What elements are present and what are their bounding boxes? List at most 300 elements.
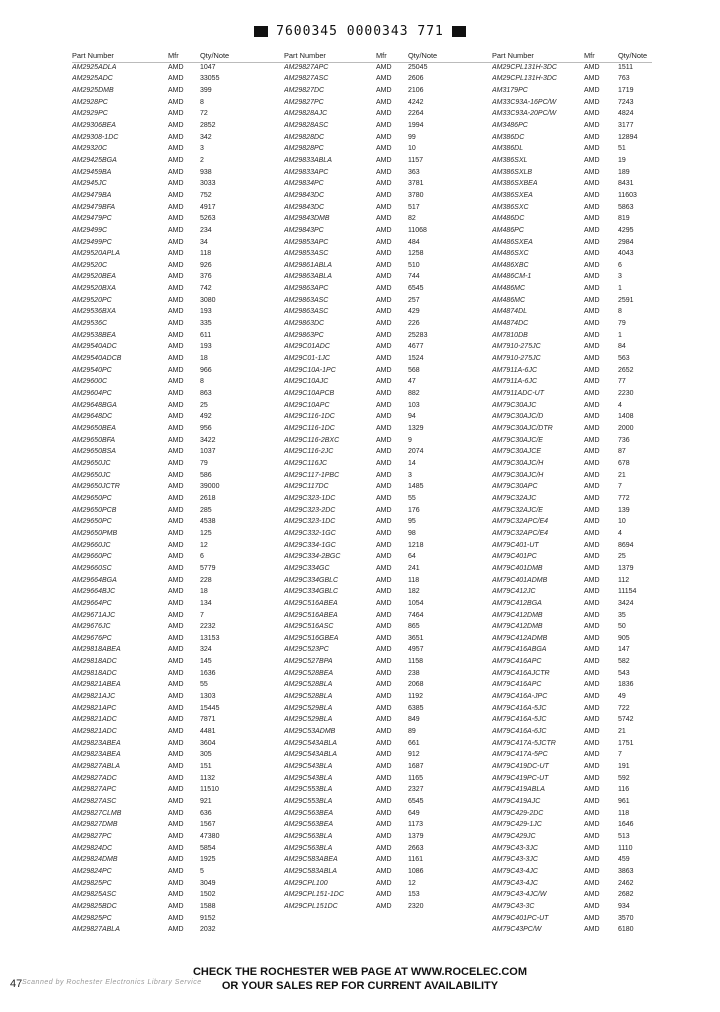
table-row bbox=[492, 866, 702, 878]
table-row bbox=[284, 330, 494, 342]
part-number-cell: AM79C30AJC/DTR bbox=[492, 425, 553, 432]
qty-note-cell: 4242 bbox=[408, 98, 424, 106]
table-row bbox=[72, 749, 282, 761]
table-row bbox=[284, 132, 494, 144]
mfr-cell: AMD bbox=[376, 809, 392, 817]
mfr-cell: AMD bbox=[584, 914, 600, 922]
mfr-cell: AMD bbox=[584, 145, 600, 153]
qty-note-cell: 722 bbox=[618, 704, 630, 712]
table-row bbox=[72, 679, 282, 691]
table-row bbox=[72, 516, 282, 528]
table-row bbox=[492, 540, 702, 552]
mfr-cell: AMD bbox=[168, 75, 184, 83]
mfr-cell: AMD bbox=[168, 681, 184, 689]
mfr-cell: AMD bbox=[376, 529, 392, 537]
qty-note-cell: 517 bbox=[408, 203, 420, 211]
mfr-cell: AMD bbox=[584, 634, 600, 642]
table-row bbox=[284, 365, 494, 377]
qty-note-cell: 752 bbox=[200, 191, 212, 199]
table-row bbox=[284, 773, 494, 785]
qty-note-cell: 82 bbox=[408, 215, 416, 223]
qty-note-cell: 744 bbox=[408, 273, 420, 281]
table-row bbox=[492, 924, 702, 936]
qty-note-cell: 661 bbox=[408, 739, 420, 747]
qty-note-cell: 1086 bbox=[408, 867, 424, 875]
header-part-number: Part Number bbox=[492, 51, 534, 60]
qty-note-cell: 2591 bbox=[618, 296, 634, 304]
mfr-cell: AMD bbox=[168, 180, 184, 188]
mfr-cell: AMD bbox=[584, 215, 600, 223]
part-number-cell: AM386SXL bbox=[492, 156, 528, 164]
mfr-cell: AMD bbox=[168, 215, 184, 223]
qty-note-cell: 4481 bbox=[200, 728, 216, 736]
table-row bbox=[284, 691, 494, 703]
mfr-cell: AMD bbox=[584, 669, 600, 677]
part-number-cell: AM79C416AJCTR bbox=[492, 669, 550, 677]
qty-note-cell: 1161 bbox=[408, 856, 424, 864]
table-row bbox=[72, 132, 282, 144]
qty-note-cell: 1037 bbox=[200, 448, 216, 456]
mfr-cell: AMD bbox=[584, 390, 600, 398]
mfr-cell: AMD bbox=[376, 261, 392, 269]
qty-note-cell: 11154 bbox=[618, 588, 637, 596]
qty-note-cell: 7 bbox=[618, 483, 622, 491]
qty-note-cell: 176 bbox=[408, 506, 420, 514]
table-row bbox=[72, 819, 282, 831]
qty-note-cell: 18 bbox=[200, 588, 208, 596]
qty-note-cell: 1047 bbox=[200, 63, 216, 71]
qty-note-cell: 592 bbox=[618, 774, 630, 782]
mfr-cell: AMD bbox=[168, 599, 184, 607]
table-row bbox=[72, 831, 282, 843]
mfr-cell: AMD bbox=[376, 156, 392, 164]
column-header bbox=[284, 50, 494, 62]
part-number-cell: AM29425BGA bbox=[72, 156, 117, 164]
table-row bbox=[492, 738, 702, 750]
part-number-cell: AM29863PC bbox=[284, 331, 324, 339]
mfr-cell: AMD bbox=[584, 763, 600, 771]
qty-note-cell: 742 bbox=[200, 285, 212, 293]
parts-column-1 bbox=[72, 50, 282, 936]
part-number-cell: AM29664PC bbox=[72, 599, 112, 607]
table-row bbox=[492, 400, 702, 412]
table-row bbox=[492, 108, 702, 120]
qty-note-cell: 736 bbox=[618, 436, 630, 444]
part-number-cell: AM2929PC bbox=[72, 110, 108, 118]
table-row bbox=[492, 330, 702, 342]
mfr-cell: AMD bbox=[376, 471, 392, 479]
table-row bbox=[72, 143, 282, 155]
header-qty-note: Qty/Note bbox=[618, 51, 648, 60]
qty-note-cell: 2106 bbox=[408, 86, 424, 94]
part-number-cell: AM29C583ABEA bbox=[284, 856, 338, 864]
part-number-cell: AM29540ADCB bbox=[72, 355, 122, 363]
table-row bbox=[284, 784, 494, 796]
part-number-cell: AM29C332-1GC bbox=[284, 529, 336, 537]
table-row bbox=[492, 353, 702, 365]
table-row bbox=[72, 481, 282, 493]
table-row bbox=[284, 62, 494, 74]
mfr-cell: AMD bbox=[376, 623, 392, 631]
table-row bbox=[492, 376, 702, 388]
mfr-cell: AMD bbox=[584, 529, 600, 537]
parts-rows bbox=[72, 62, 282, 936]
header-part-number: Part Number bbox=[284, 51, 326, 60]
mfr-cell: AMD bbox=[376, 867, 392, 875]
qty-note-cell: 3570 bbox=[618, 914, 634, 922]
mfr-cell: AMD bbox=[584, 786, 600, 794]
table-row bbox=[492, 388, 702, 400]
table-row bbox=[284, 854, 494, 866]
qty-note-cell: 938 bbox=[200, 168, 212, 176]
part-number-cell: AM79C30AJC/H bbox=[492, 471, 544, 479]
part-number-cell: AM29C516ABEA bbox=[284, 599, 338, 607]
qty-note-cell: 6545 bbox=[408, 285, 424, 293]
table-row bbox=[72, 411, 282, 423]
part-number-cell: AM29C529BLA bbox=[284, 704, 333, 712]
qty-note-cell: 33055 bbox=[200, 75, 220, 83]
qty-note-cell: 39000 bbox=[200, 483, 220, 491]
mfr-cell: AMD bbox=[168, 285, 184, 293]
part-number-cell: AM79C30AJC/H bbox=[492, 459, 544, 467]
part-number-cell: AM29499PC bbox=[72, 238, 112, 246]
qty-note-cell: 568 bbox=[408, 366, 420, 374]
table-row bbox=[492, 703, 702, 715]
part-number-cell: AM29828ASC bbox=[284, 121, 329, 129]
mfr-cell: AMD bbox=[584, 110, 600, 118]
table-row bbox=[284, 190, 494, 202]
table-row bbox=[72, 575, 282, 587]
mfr-cell: AMD bbox=[376, 774, 392, 782]
table-row bbox=[284, 808, 494, 820]
mfr-cell: AMD bbox=[584, 798, 600, 805]
part-number-cell: AM29821AJC bbox=[72, 693, 116, 701]
part-number-cell: AM29499C bbox=[72, 226, 108, 234]
table-row bbox=[72, 388, 282, 400]
qty-note-cell: 6180 bbox=[618, 926, 634, 934]
part-number-cell: AM3486PC bbox=[492, 121, 528, 129]
parts-column-2 bbox=[284, 50, 494, 913]
mfr-cell: AMD bbox=[584, 459, 600, 467]
qty-note-cell: 79 bbox=[200, 459, 208, 467]
part-number-cell: AM29825BDC bbox=[72, 902, 117, 910]
mfr-cell: AMD bbox=[584, 646, 600, 654]
part-number-cell: AM29827APC bbox=[284, 63, 329, 71]
mfr-cell: AMD bbox=[376, 553, 392, 561]
table-row bbox=[284, 575, 494, 587]
qty-note-cell: 21 bbox=[618, 728, 626, 736]
table-row bbox=[72, 889, 282, 901]
table-row bbox=[492, 423, 702, 435]
part-number-cell: AM79C43PC/W bbox=[492, 926, 542, 934]
mfr-cell: AMD bbox=[168, 250, 184, 258]
mfr-cell: AMD bbox=[168, 716, 184, 724]
table-row bbox=[492, 913, 702, 925]
mfr-cell: AMD bbox=[376, 541, 392, 549]
part-number-cell: AM386DC bbox=[492, 133, 525, 141]
part-number-cell: AM79C416APC bbox=[492, 658, 542, 666]
part-number-cell: AM29C528BLA bbox=[284, 693, 333, 701]
table-row bbox=[284, 726, 494, 738]
table-row bbox=[284, 470, 494, 482]
qty-note-cell: 563 bbox=[618, 355, 630, 363]
table-row bbox=[72, 901, 282, 913]
parts-column-3 bbox=[492, 50, 702, 936]
mfr-cell: AMD bbox=[168, 564, 184, 572]
mfr-cell: AMD bbox=[584, 751, 600, 759]
part-number-cell: AM29C334GC bbox=[284, 564, 330, 572]
mfr-cell: AMD bbox=[376, 506, 392, 514]
qty-note-cell: 586 bbox=[200, 471, 212, 479]
table-row bbox=[284, 318, 494, 330]
mfr-cell: AMD bbox=[376, 180, 392, 188]
mfr-cell: AMD bbox=[584, 902, 600, 910]
mfr-cell: AMD bbox=[168, 133, 184, 141]
mfr-cell: AMD bbox=[376, 75, 392, 83]
qty-note-cell: 7 bbox=[618, 751, 622, 759]
table-row bbox=[284, 610, 494, 622]
table-row bbox=[492, 831, 702, 843]
part-number-cell: AM29C334GBLC bbox=[284, 588, 339, 596]
qty-note-cell: 1258 bbox=[408, 250, 424, 258]
qty-note-cell: 9152 bbox=[200, 914, 216, 922]
part-number-cell: AM486MC bbox=[492, 285, 526, 293]
qty-note-cell: 1836 bbox=[618, 681, 634, 689]
qty-note-cell: 285 bbox=[200, 506, 212, 514]
mfr-cell: AMD bbox=[168, 494, 184, 502]
qty-note-cell: 582 bbox=[618, 658, 630, 666]
part-number-cell: AM29650PCB bbox=[72, 506, 117, 514]
part-number-cell: AM29CPL100 bbox=[284, 879, 328, 887]
mfr-cell: AMD bbox=[584, 739, 600, 747]
table-row bbox=[72, 621, 282, 633]
part-number-cell: AM29C323-1DC bbox=[284, 494, 336, 502]
qty-note-cell: 3604 bbox=[200, 739, 216, 747]
qty-note-cell: 147 bbox=[618, 646, 630, 654]
part-number-cell: AM386DL bbox=[492, 145, 524, 153]
table-row bbox=[492, 621, 702, 633]
column-header bbox=[492, 50, 702, 62]
qty-note-cell: 4 bbox=[618, 529, 622, 537]
mfr-cell: AMD bbox=[584, 413, 600, 421]
table-row bbox=[284, 505, 494, 517]
table-row bbox=[284, 353, 494, 365]
qty-note-cell: 125 bbox=[200, 529, 212, 537]
part-number-cell: AM29676JC bbox=[72, 623, 111, 631]
table-row bbox=[284, 97, 494, 109]
part-number-cell: AM29843DC bbox=[284, 191, 325, 199]
part-number-cell: AM79C416A-6JC bbox=[492, 728, 547, 736]
mfr-cell: AMD bbox=[584, 133, 600, 141]
part-number-cell: AM29C334-1GC bbox=[284, 541, 336, 549]
table-row bbox=[284, 248, 494, 260]
part-number-cell: AM29308-1DC bbox=[72, 133, 119, 141]
table-row bbox=[72, 330, 282, 342]
part-number-cell: AM29648DC bbox=[72, 413, 113, 421]
mfr-cell: AMD bbox=[168, 634, 184, 642]
mfr-cell: AMD bbox=[584, 203, 600, 211]
qty-note-cell: 912 bbox=[408, 751, 420, 759]
mfr-cell: AMD bbox=[168, 261, 184, 269]
mfr-cell: AMD bbox=[376, 751, 392, 759]
part-number-cell: AM29C523PC bbox=[284, 646, 329, 654]
part-number-cell: AM79C419ABLA bbox=[492, 786, 545, 794]
part-number-cell: AM79C43-4JC bbox=[492, 867, 538, 875]
mfr-cell: AMD bbox=[584, 168, 600, 176]
qty-note-cell: 3863 bbox=[618, 867, 634, 875]
qty-note-cell: 1567 bbox=[200, 821, 216, 829]
table-row bbox=[492, 132, 702, 144]
mfr-cell: AMD bbox=[376, 168, 392, 176]
part-number-cell: AM29C117-1PBC bbox=[284, 471, 340, 479]
qty-note-cell: 649 bbox=[408, 809, 420, 817]
table-row bbox=[72, 341, 282, 353]
part-number-cell: AM486DC bbox=[492, 215, 525, 223]
table-row bbox=[72, 878, 282, 890]
table-row bbox=[492, 784, 702, 796]
mfr-cell: AMD bbox=[168, 273, 184, 281]
table-row bbox=[492, 458, 702, 470]
qty-note-cell: 1485 bbox=[408, 483, 424, 491]
table-row bbox=[492, 749, 702, 761]
mfr-cell: AMD bbox=[376, 63, 392, 71]
mfr-cell: AMD bbox=[376, 634, 392, 642]
qty-note-cell: 1157 bbox=[408, 156, 424, 164]
part-number-cell: AM29650PMB bbox=[72, 529, 118, 537]
part-number-cell: AM486MC bbox=[492, 296, 526, 304]
mfr-cell: AMD bbox=[168, 553, 184, 561]
qty-note-cell: 1511 bbox=[618, 63, 634, 71]
part-number-cell: AM29C334GBLC bbox=[284, 576, 339, 584]
part-number-cell: AM29479BA bbox=[72, 191, 112, 199]
part-number-cell: AM29C543ABLA bbox=[284, 751, 337, 759]
mfr-cell: AMD bbox=[584, 891, 600, 899]
mfr-cell: AMD bbox=[584, 75, 600, 83]
qty-note-cell: 543 bbox=[618, 669, 630, 677]
mfr-cell: AMD bbox=[168, 191, 184, 199]
table-row bbox=[72, 458, 282, 470]
part-number-cell: AM79C32APC/E4 bbox=[492, 529, 549, 537]
mfr-cell: AMD bbox=[168, 63, 184, 71]
part-number-cell: AM29536BXA bbox=[72, 308, 116, 316]
table-row bbox=[284, 120, 494, 132]
part-number-cell: AM29671AJC bbox=[72, 611, 116, 619]
qty-note-cell: 3422 bbox=[200, 436, 216, 444]
mfr-cell: AMD bbox=[584, 448, 600, 456]
table-row bbox=[492, 470, 702, 482]
qty-note-cell: 1192 bbox=[408, 693, 424, 701]
qty-note-cell: 95 bbox=[408, 518, 416, 526]
barcode-mark-left bbox=[254, 26, 268, 37]
mfr-cell: AMD bbox=[584, 308, 600, 316]
table-row bbox=[492, 854, 702, 866]
part-number-cell: AM29863APC bbox=[284, 285, 329, 293]
table-row bbox=[72, 528, 282, 540]
part-number-cell: AM29C529BLA bbox=[284, 716, 333, 724]
part-number-cell: AM486CM-1 bbox=[492, 273, 532, 281]
table-row bbox=[72, 563, 282, 575]
header-part-number: Part Number bbox=[72, 51, 114, 60]
mfr-cell: AMD bbox=[584, 273, 600, 281]
mfr-cell: AMD bbox=[376, 704, 392, 712]
qty-note-cell: 226 bbox=[408, 320, 420, 328]
table-row bbox=[72, 295, 282, 307]
qty-note-cell: 1379 bbox=[408, 832, 424, 840]
qty-note-cell: 459 bbox=[618, 856, 630, 864]
table-row bbox=[492, 481, 702, 493]
part-number-cell: AM29C116-2BXC bbox=[284, 436, 340, 444]
qty-note-cell: 98 bbox=[408, 529, 416, 537]
part-number-cell: AM29650JC bbox=[72, 459, 111, 467]
part-number-cell: AM29C323-2DC bbox=[284, 506, 336, 514]
table-row bbox=[72, 97, 282, 109]
qty-note-cell: 7 bbox=[200, 611, 204, 619]
mfr-cell: AMD bbox=[376, 425, 392, 432]
mfr-cell: AMD bbox=[168, 156, 184, 164]
table-row bbox=[72, 271, 282, 283]
qty-note-cell: 145 bbox=[200, 658, 212, 666]
qty-note-cell: 191 bbox=[618, 763, 630, 771]
mfr-cell: AMD bbox=[376, 763, 392, 771]
table-row bbox=[284, 260, 494, 272]
part-number-cell: AM29540PC bbox=[72, 366, 112, 374]
mfr-cell: AMD bbox=[376, 494, 392, 502]
page-number: 47 bbox=[10, 978, 23, 990]
mfr-cell: AMD bbox=[376, 658, 392, 666]
mfr-cell: AMD bbox=[376, 518, 392, 526]
qty-note-cell: 1502 bbox=[200, 891, 216, 899]
table-row bbox=[284, 213, 494, 225]
part-number-cell: AM29827DC bbox=[284, 86, 325, 94]
part-number-cell: AM79C412JC bbox=[492, 588, 536, 596]
part-number-cell: AM33C93A-16PC/W bbox=[492, 98, 557, 106]
table-row bbox=[284, 85, 494, 97]
part-number-cell: AM79C416ABGA bbox=[492, 646, 547, 654]
mfr-cell: AMD bbox=[584, 121, 600, 129]
mfr-cell: AMD bbox=[376, 844, 392, 852]
part-number-cell: AM29538BEA bbox=[72, 331, 116, 339]
table-row bbox=[284, 493, 494, 505]
table-row bbox=[284, 656, 494, 668]
scan-watermark: Scanned by Rochester Electronics Library Service bbox=[22, 979, 202, 986]
qty-note-cell: 2606 bbox=[408, 75, 424, 83]
qty-note-cell: 926 bbox=[200, 261, 212, 269]
mfr-cell: AMD bbox=[168, 879, 184, 887]
table-row bbox=[72, 365, 282, 377]
mfr-cell: AMD bbox=[584, 856, 600, 864]
table-row bbox=[284, 295, 494, 307]
part-number-cell: AM7911A-6JC bbox=[492, 366, 538, 374]
part-number-cell: AM29833APC bbox=[284, 168, 329, 176]
table-row bbox=[492, 668, 702, 680]
part-number-cell: AM29843DMB bbox=[284, 215, 330, 223]
qty-note-cell: 79 bbox=[618, 320, 626, 328]
mfr-cell: AMD bbox=[376, 86, 392, 94]
table-row bbox=[492, 808, 702, 820]
mfr-cell: AMD bbox=[376, 238, 392, 246]
table-row bbox=[492, 551, 702, 563]
part-number-cell: AM79C412BGA bbox=[492, 599, 542, 607]
mfr-cell: AMD bbox=[376, 588, 392, 596]
mfr-cell: AMD bbox=[376, 378, 392, 386]
table-row bbox=[492, 143, 702, 155]
table-row bbox=[72, 470, 282, 482]
qty-note-cell: 94 bbox=[408, 413, 416, 421]
table-row bbox=[72, 644, 282, 656]
part-number-cell: AM29C563BLA bbox=[284, 832, 333, 840]
mfr-cell: AMD bbox=[376, 320, 392, 328]
table-row bbox=[72, 738, 282, 750]
